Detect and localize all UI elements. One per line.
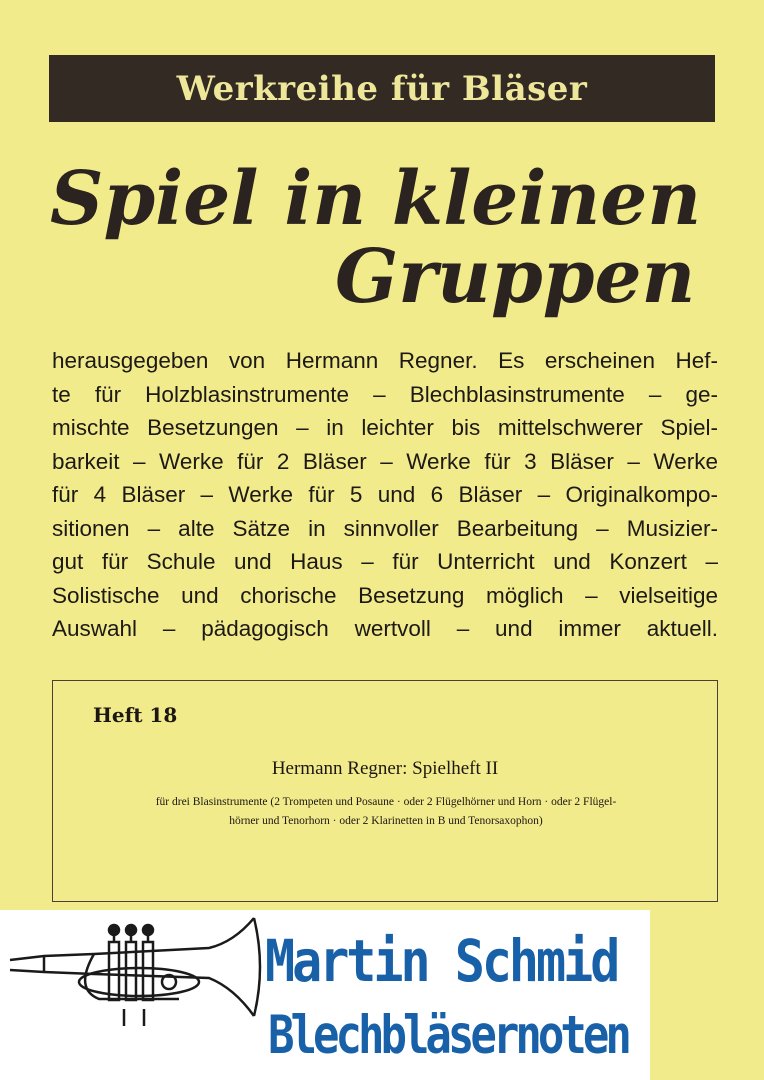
main-title-line1: Spiel in kleinen — [50, 156, 702, 242]
body-line: Solistische und chorische Besetzung möglich – vielseitige — [52, 582, 718, 608]
series-title: Werkreihe für Bläser — [176, 68, 588, 109]
description-paragraph — [52, 344, 718, 646]
body-line: für 4 Bläser – Werke für 5 und 6 Bläser – Originalkompo- — [52, 482, 718, 507]
body-line: mischte Besetzungen – in leichter bis mittelschwerer Spiel- — [52, 415, 718, 440]
instrumentation-note — [73, 793, 699, 831]
body-line: herausgegeben von Hermann Regner. Es erscheinen Hef- — [52, 348, 718, 373]
body-line: te für Holzblasinstrumente – Blechblasinstrumente – ge- — [52, 381, 718, 407]
body-line: sitionen – alte Sätze in sinnvoller Bearbeitung – Musizier- — [52, 515, 718, 541]
watermark-line1: Martin Schmid — [265, 928, 618, 995]
main-title — [40, 156, 720, 320]
body-line: gut für Schule und Haus – für Unterricht und Konzert – — [52, 549, 718, 574]
heft-number: Heft 18 — [93, 703, 178, 727]
main-title-line2: Gruppen — [335, 234, 696, 320]
instrumentation-line1: für drei Blasinstrumente (2 Trompeten und Posaune · oder 2 Flügelhörner und Horn · oder 2 Flügel- — [155, 796, 617, 808]
body-line: barkeit – Werke für 2 Bläser – Werke für 3 Bläser – Werke — [52, 448, 718, 474]
body-line: Auswahl – pädagogisch wertvoll – und immer aktuell. — [52, 616, 718, 641]
instrumentation-line2: hörner und Tenorhorn · oder 2 Klarinetten in B und Tenorsaxophon) — [229, 815, 543, 827]
publisher-watermark — [0, 910, 650, 1080]
watermark-line2: Blechbläsernoten — [268, 1005, 628, 1067]
trumpet-icon — [4, 914, 266, 1034]
work-title: Hermann Regner: Spielheft II — [271, 758, 499, 779]
series-banner — [49, 55, 715, 122]
edition-box — [52, 680, 718, 902]
